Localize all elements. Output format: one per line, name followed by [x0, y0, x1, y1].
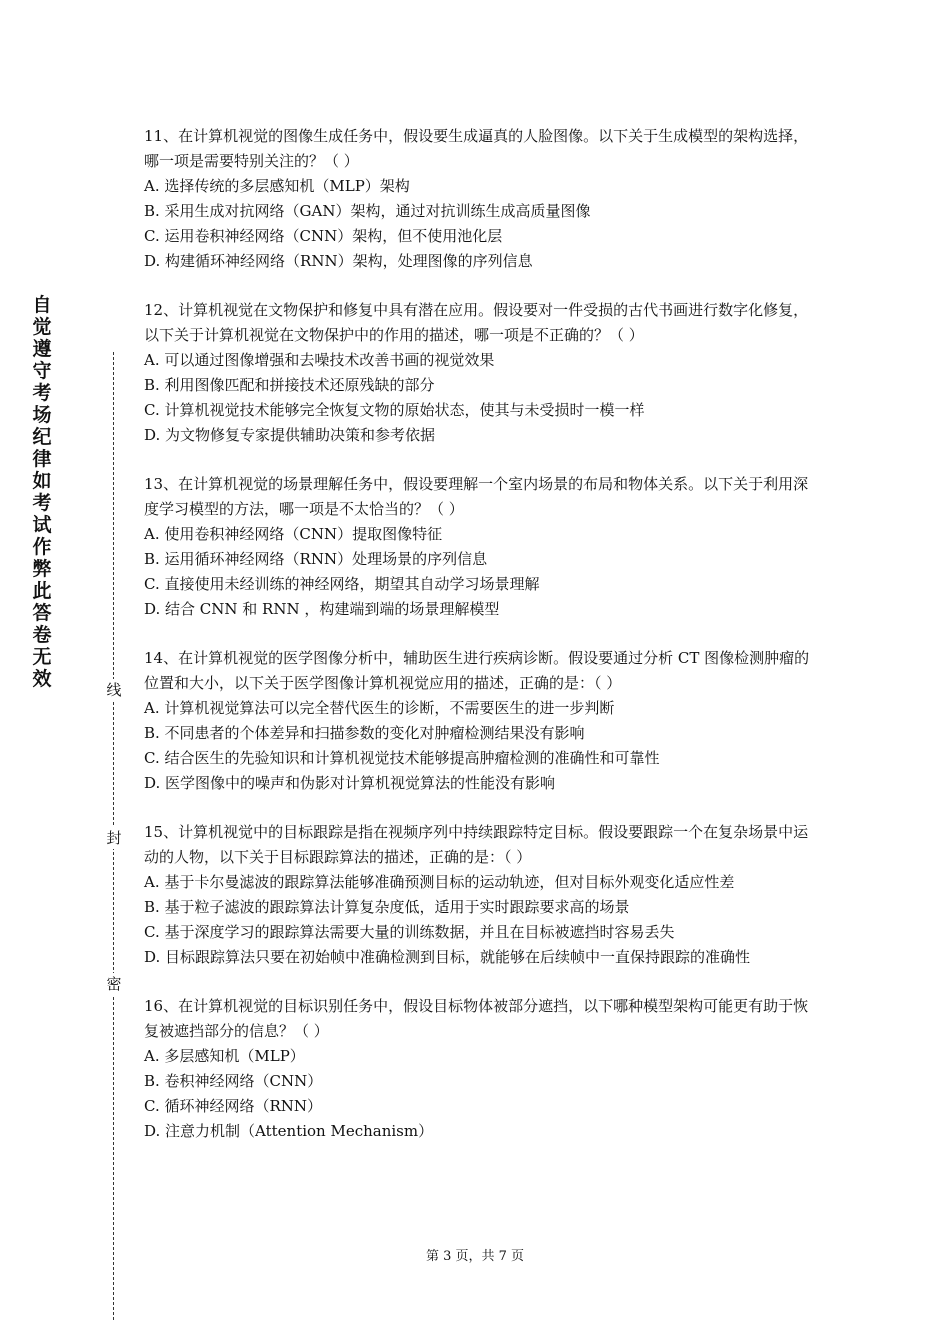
question-stem: 15、计算机视觉中的目标跟踪是指在视频序列中持续跟踪特定目标。假设要跟踪一个在复杂场景中运动的人物，以下关于目标跟踪算法的描述，正确的是：（ ）: [144, 823, 809, 866]
question-stem: 12、计算机视觉在文物保护和修复中具有潜在应用。假设要对一件受损的古代书画进行数字化修复，以下关于计算机视觉在文物保护中的作用的描述，哪一项是不正确的？（ ）: [144, 301, 809, 344]
option-c: C. 计算机视觉技术能够完全恢复文物的原始状态，使其与未受损时一模一样: [144, 401, 645, 419]
question-stem: 13、在计算机视觉的场景理解任务中，假设要理解一个室内场景的布局和物体关系。以下关于利用深度学习模型的方法，哪一项是不太恰当的？（ ）: [144, 475, 809, 518]
option-b: B. 利用图像匹配和拼接技术还原残缺的部分: [144, 376, 435, 394]
option-d: D. 结合 CNN 和 RNN ，构建端到端的场景理解模型: [144, 600, 500, 618]
question-15: [144, 820, 810, 970]
option-a: A. 多层感知机（MLP）: [144, 1047, 305, 1065]
option-a: A. 选择传统的多层感知机（MLP）架构: [144, 177, 410, 195]
option-a: A. 可以通过图像增强和去噪技术改善书画的视觉效果: [144, 351, 495, 369]
question-16: [144, 994, 810, 1144]
question-list: [144, 124, 810, 1168]
option-c: C. 循环神经网络（RNN）: [144, 1097, 323, 1115]
option-d: D. 医学图像中的噪声和伪影对计算机视觉算法的性能没有影响: [144, 774, 556, 792]
option-d: D. 目标跟踪算法只要在初始帧中准确检测到目标，就能够在后续帧中一直保持跟踪的准确性: [144, 948, 751, 966]
option-d: D. 构建循环神经网络（RNN）架构，处理图像的序列信息: [144, 252, 533, 270]
cut-label-line: 线: [104, 679, 124, 701]
question-14: [144, 646, 810, 796]
option-a: A. 基于卡尔曼滤波的跟踪算法能够准确预测目标的运动轨迹，但对目标外观变化适应性差: [144, 873, 735, 891]
option-b: B. 采用生成对抗网络（GAN）架构，通过对抗训练生成高质量图像: [144, 202, 591, 220]
option-c: C. 结合医生的先验知识和计算机视觉技术能够提高肿瘤检测的准确性和可靠性: [144, 749, 660, 767]
option-d: D. 为文物修复专家提供辅助决策和参考依据: [144, 426, 436, 444]
question-stem: 14、在计算机视觉的医学图像分析中，辅助医生进行疾病诊断。假设要通过分析 CT 图像检测肿瘤的位置和大小，以下关于医学图像计算机视觉应用的描述，正确的是：（ ）: [144, 649, 810, 692]
question-stem: 16、在计算机视觉的目标识别任务中，假设目标物体被部分遮挡，以下哪种模型架构可能更有助于恢复被遮挡部分的信息？（ ）: [144, 997, 809, 1040]
option-b: B. 运用循环神经网络（RNN）处理场景的序列信息: [144, 550, 488, 568]
question-12: [144, 298, 810, 448]
option-a: A. 计算机视觉算法可以完全替代医生的诊断，不需要医生的进一步判断: [144, 699, 615, 717]
question-11: [144, 124, 810, 274]
option-c: C. 运用卷积神经网络（CNN）架构，但不使用池化层: [144, 227, 503, 245]
option-b: B. 不同患者的个体差异和扫描参数的变化对肿瘤检测结果没有影响: [144, 724, 585, 742]
cut-label-seal: 封: [104, 827, 124, 849]
option-b: B. 卷积神经网络（CNN）: [144, 1072, 323, 1090]
option-c: C. 基于深度学习的跟踪算法需要大量的训练数据，并且在目标被遮挡时容易丢失: [144, 923, 675, 941]
option-b: B. 基于粒子滤波的跟踪算法计算复杂度低，适用于实时跟踪要求高的场景: [144, 898, 630, 916]
option-d: D. 注意力机制（Attention Mechanism）: [144, 1122, 434, 1140]
page-number: 第 3 页，共 7 页: [425, 1249, 525, 1264]
option-a: A. 使用卷积神经网络（CNN）提取图像特征: [144, 525, 443, 543]
option-c: C. 直接使用未经训练的神经网络，期望其自动学习场景理解: [144, 575, 540, 593]
exam-discipline-notice: 自觉遵守考场纪律如考试作弊此答卷无效: [32, 294, 52, 690]
cut-label-secret: 密: [104, 973, 124, 995]
question-stem: 11、在计算机视觉的图像生成任务中，假设要生成逼真的人脸图像。以下关于生成模型的架构选择，哪一项是需要特别关注的？（ ）: [144, 127, 809, 170]
question-13: [144, 472, 810, 622]
